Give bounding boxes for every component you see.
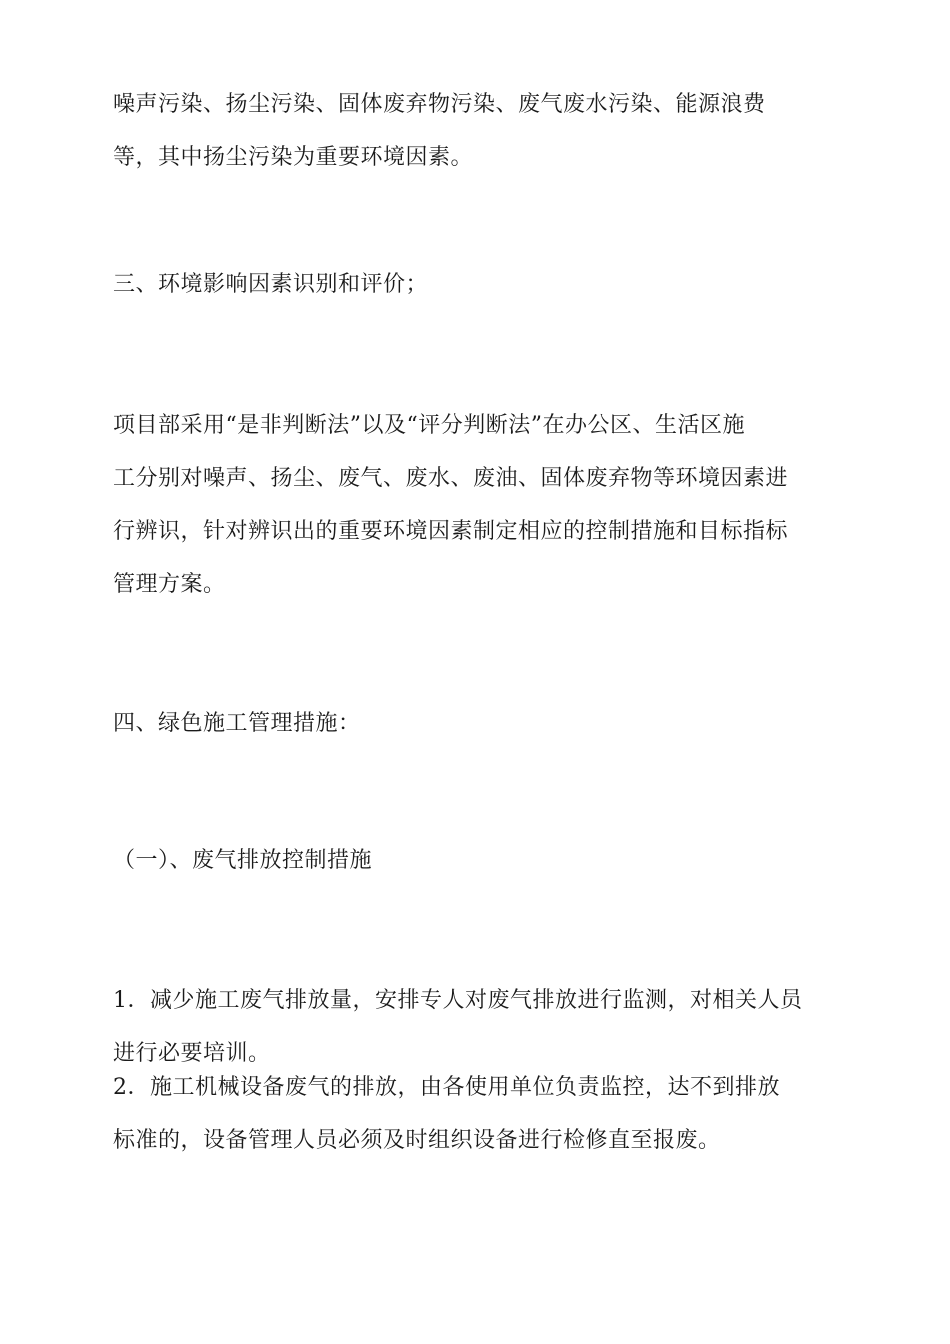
list-item-text: 1．减少施工废气排放量，安排专人对废气排放进行监测，对相关人员 <box>113 988 803 1013</box>
subsection-heading: （一）、废气排放控制措施 <box>113 848 373 873</box>
section-heading: 四、绿色施工管理措施： <box>113 711 361 736</box>
section-heading: 三、环境影响因素识别和评价； <box>113 272 429 297</box>
list-item-text: 2．施工机械设备废气的排放，由各使用单位负责监控，达不到排放 <box>113 1075 780 1100</box>
body-text-line: 噪声污染、扬尘污染、固体废弃物污染、废气废水污染、能源浪费 <box>113 92 766 117</box>
body-text-line: 管理方案。 <box>113 572 226 597</box>
body-text-line: 工分别对噪声、扬尘、废气、废水、废油、固体废弃物等环境因素进 <box>113 466 789 491</box>
body-text-line: 行辨识，针对辨识出的重要环境因素制定相应的控制措施和目标指标 <box>113 519 789 544</box>
body-text-line: 项目部采用“是非判断法”以及“评分判断法”在办公区、生活区施 <box>113 413 745 438</box>
list-item-text: 进行必要培训。 <box>113 1041 271 1066</box>
list-item-text: 标准的，设备管理人员必须及时组织设备进行检修直至报废。 <box>113 1128 721 1153</box>
body-text-line: 等，其中扬尘污染为重要环境因素。 <box>113 145 474 170</box>
